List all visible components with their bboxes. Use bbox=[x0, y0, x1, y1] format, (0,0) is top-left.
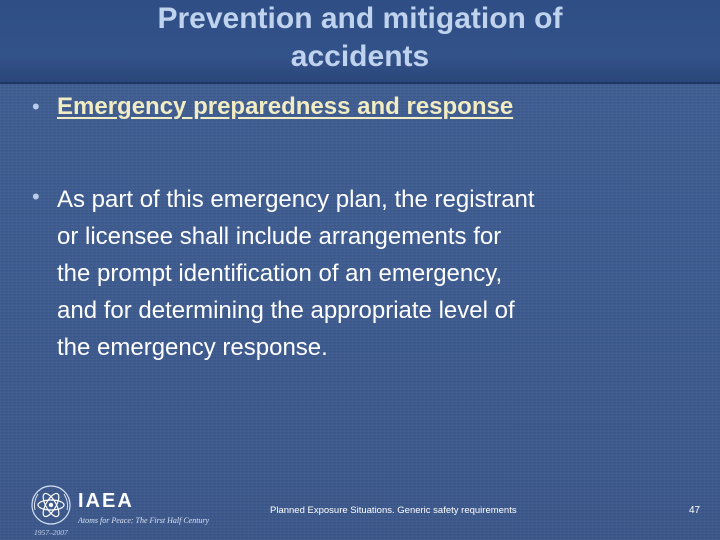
bullet-text-2: As part of this emergency plan, the registrant or licensee shall include arrangements for the prompt identification of an emergency, and for determining the appropriate level of the emergency response. bbox=[57, 186, 535, 361]
logo-tagline: Atoms for Peace: The First Half Century bbox=[78, 516, 210, 525]
logo-years: 1957–2007 bbox=[34, 528, 68, 537]
bullet-dot-icon: • bbox=[32, 184, 40, 209]
slide-title-line-2: accidents bbox=[290, 40, 430, 73]
slide-title-line-1: Prevention and mitigation of bbox=[157, 2, 563, 35]
page-number: 47 bbox=[689, 505, 701, 516]
footer-text: Planned Exposure Situations. Generic safety requirements bbox=[270, 505, 517, 516]
logo-name: IAEA bbox=[78, 490, 134, 512]
iaea-logo bbox=[30, 482, 230, 538]
bullet-text-1: Emergency preparedness and response bbox=[57, 93, 514, 120]
slide-title bbox=[0, 0, 720, 76]
bullet-item-2 bbox=[32, 181, 702, 371]
atom-emblem-icon bbox=[30, 484, 72, 526]
bullet-item-1 bbox=[32, 91, 692, 125]
bullet-dot-icon: • bbox=[32, 94, 40, 119]
